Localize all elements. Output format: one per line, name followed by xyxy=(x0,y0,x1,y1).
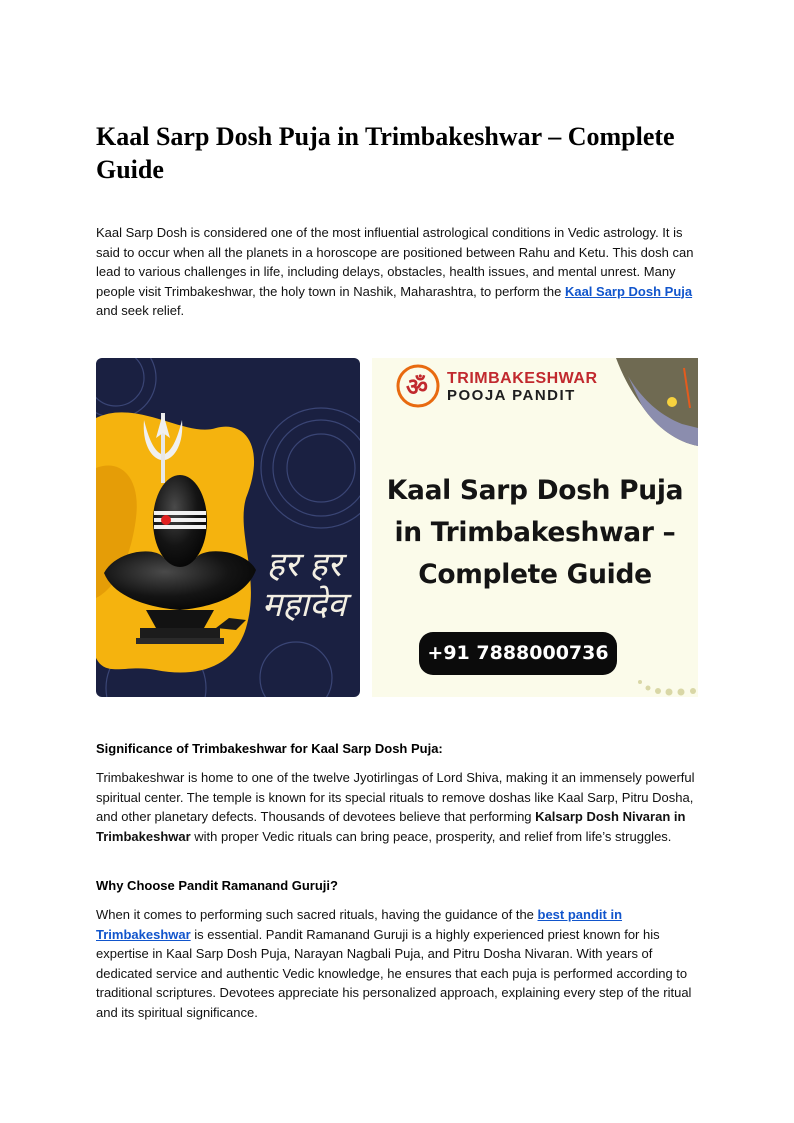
banner-headline xyxy=(372,470,698,596)
brand-name-line-1: TRIMBAKESHWAR xyxy=(447,370,598,387)
banner-image xyxy=(96,358,698,697)
banner-headline-line-1: Kaal Sarp Dosh Puja xyxy=(386,475,684,506)
why-text: When it comes to performing such sacred rituals, having the guidance of the xyxy=(96,907,538,922)
mahadev-card xyxy=(96,358,360,697)
hindi-line-2: महादेव xyxy=(261,585,347,625)
significance-paragraph xyxy=(96,768,700,846)
hindi-line-1: हर हर xyxy=(266,545,342,585)
intro-text: Kaal Sarp Dosh is considered one of the most influential astrological conditions in Vedic astrology. It is said to occur when all the planets in a horoscope are positioned between Rahu and Ketu. This dosh can lead to various challenges in life, including delays, obstacles, health issues, and mental unrest. Many people visit Trimbakeshwar, the holy town in Nashik, Maharashtra, to perform the xyxy=(96,225,694,299)
kaal-sarp-dosh-puja-link[interactable]: Kaal Sarp Dosh Puja xyxy=(564,283,693,299)
why-after-text: is essential. Pandit Ramanand Guruji is a highly experienced priest known for his expertise in Kaal Sarp Dosh Puja, Narayan Nagbali Puja, and Pitru Dosha Nivaran. With years of dedicated service and authentic Vedic knowledge, he ensures that each puja is performed according to traditional scriptures. Devotees appreciate his personalized approach, explaining every step of the ritual and its spiritual significance. xyxy=(96,926,692,1020)
why-choose-heading: Why Choose Pandit Ramanand Guruji? xyxy=(96,878,338,893)
significance-after-text: with proper Vedic rituals can bring peace, prosperity, and relief from life’s struggles. xyxy=(190,828,672,844)
kalsarp-dosh-nivaran-bold: Kalsarp Dosh Nivaran in Trimbakeshwar xyxy=(96,809,686,844)
om-logo-icon xyxy=(398,366,438,406)
banner-headline-line-3: Complete Guide xyxy=(418,559,652,590)
banner-headline-line-2: in Trimbakeshwar – xyxy=(394,517,676,548)
brand-name-line-2: POOJA PANDIT xyxy=(447,387,576,404)
significance-heading: Significance of Trimbakeshwar for Kaal Sarp Dosh Puja: xyxy=(96,741,443,756)
intro-after-text: and seek relief. xyxy=(96,303,185,318)
shivling-illustration xyxy=(96,358,360,697)
page-title: Kaal Sarp Dosh Puja in Trimbakeshwar – Complete Guide xyxy=(96,122,675,184)
best-pandit-link[interactable]: best pandit in Trimbakeshwar xyxy=(96,907,623,942)
phone-number-badge: +91 7888000736 xyxy=(419,632,617,675)
why-choose-paragraph xyxy=(96,905,700,1022)
promo-card xyxy=(372,358,698,697)
intro-paragraph xyxy=(96,223,700,321)
significance-text: Trimbakeshwar is home to one of the twelve Jyotirlingas of Lord Shiva, making it an immensely powerful spiritual center. The temple is known for its special rituals to remove doshas like Kaal Sarp, Pitru Dosha, and other planetary defects. Thousands of devotees believe that performing xyxy=(96,770,695,824)
har-har-mahadev-calligraphy xyxy=(254,545,354,625)
svg-text:ॐ: ॐ xyxy=(406,373,428,401)
dots-decoration xyxy=(638,680,696,696)
